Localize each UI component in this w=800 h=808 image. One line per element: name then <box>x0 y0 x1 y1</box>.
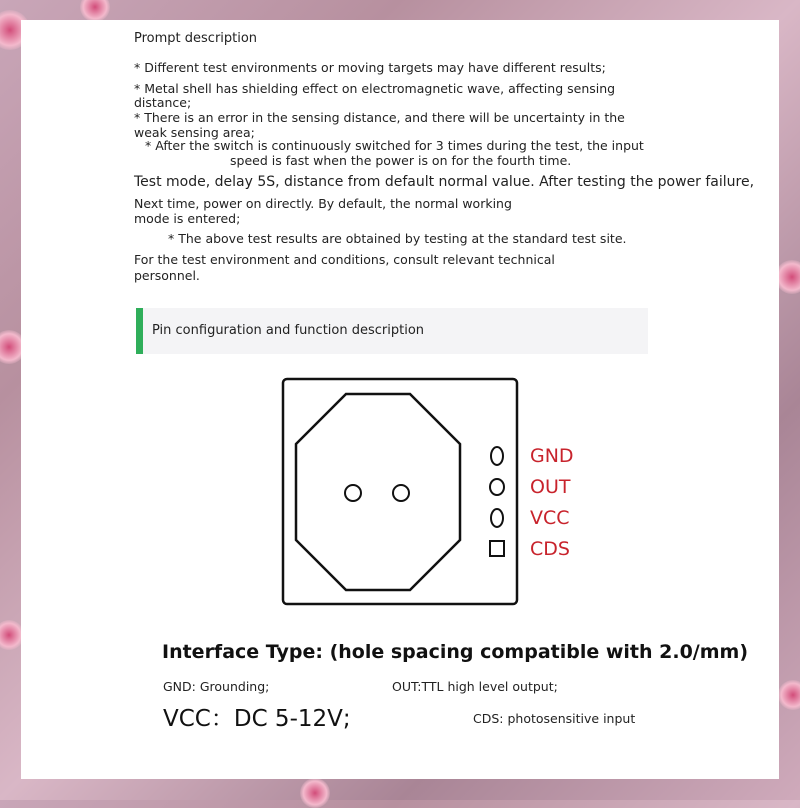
prompt-title: Prompt description <box>134 31 258 46</box>
prompt-line: * Metal shell has shielding effect on electromagnetic wave, affecting sensing <box>134 81 616 96</box>
pin-label-cds: CDS <box>530 538 570 560</box>
mount-hole <box>393 485 409 501</box>
pin-label-gnd: GND <box>530 445 574 467</box>
pin-label-vcc: VCC <box>530 507 570 529</box>
prompt-line: For the test environment and conditions, consult relevant technical <box>134 252 555 267</box>
prompt-line: * After the switch is continuously switched for 3 times during the test, the input <box>145 138 644 153</box>
prompt-line: * The above test results are obtained by testing at the standard test site. <box>168 231 627 246</box>
pin-label-out: OUT <box>530 476 571 498</box>
gnd-description: GND: Grounding; <box>163 679 270 694</box>
pin-vcc <box>491 509 503 527</box>
module-outline <box>283 379 517 604</box>
pin-out <box>490 479 504 495</box>
out-description: OUT:TTL high level output; <box>392 679 558 694</box>
prompt-line: * There is an error in the sensing distance, and there will be uncertainty in the <box>134 110 625 125</box>
prompt-line: Test mode, delay 5S, distance from default normal value. After testing the power failure, <box>134 174 755 190</box>
prompt-line: mode is entered; <box>134 211 241 226</box>
prompt-line: weak sensing area; <box>134 125 255 140</box>
prompt-line: speed is fast when the power is on for the fourth time. <box>230 153 572 168</box>
vcc-description: VCC：DC 5-12V; <box>163 706 351 732</box>
cds-description: CDS: photosensitive input <box>473 711 636 726</box>
prompt-line: personnel. <box>134 268 200 283</box>
prompt-line: * Different test environments or moving targets may have different results; <box>134 60 606 75</box>
mount-hole <box>345 485 361 501</box>
pin-cds <box>490 541 504 556</box>
section-heading-label: Pin configuration and function description <box>152 323 425 338</box>
interface-type: Interface Type: (hole spacing compatible with 2.0/mm) <box>162 641 749 663</box>
prompt-line: distance; <box>134 95 192 110</box>
pin-gnd <box>491 447 503 465</box>
prompt-line: Next time, power on directly. By default, the normal working <box>134 196 512 211</box>
sensor-octagon <box>296 394 460 590</box>
